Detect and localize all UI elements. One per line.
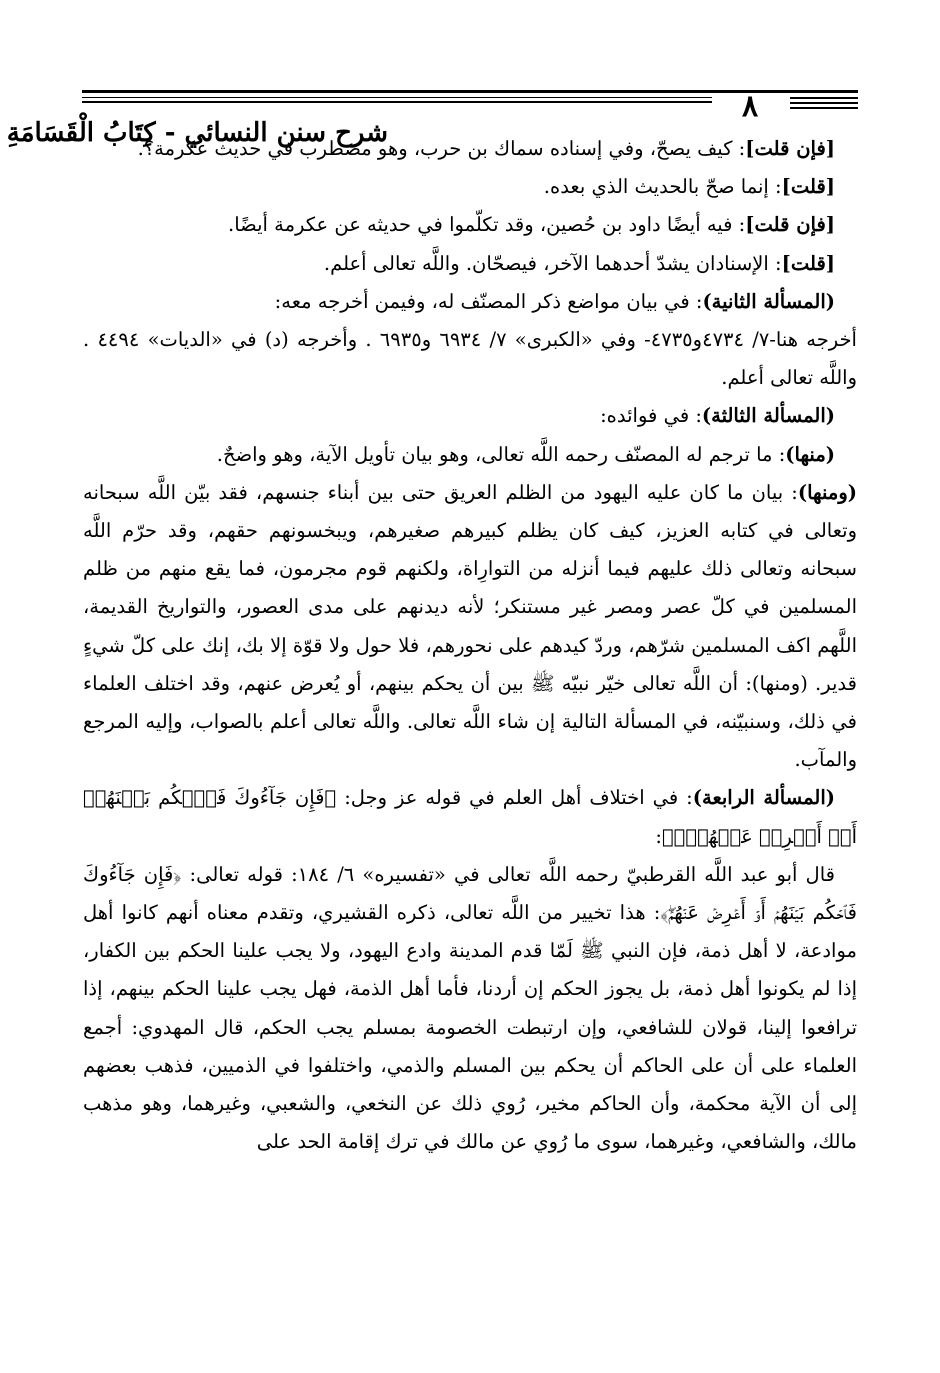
paragraph — [83, 245, 857, 283]
paragraph-label: (المسألة الثانية) — [702, 289, 835, 313]
paragraph-label: (ومنها) — [797, 480, 857, 504]
paragraph-text: : في فوائده: — [600, 404, 702, 428]
header-thin-rule-1 — [82, 97, 712, 98]
paragraph — [83, 397, 857, 435]
paragraph-label: (المسألة الثالثة) — [701, 404, 835, 428]
paragraph-text: : ما ترجم له المصنّف رحمه اللَّه تعالى، وهو بيان تأويل الآية، وهو واضحٌ. — [216, 442, 786, 466]
paragraph-text: : كيف يصحّ، وفي إسناده سماك بن حرب، وهو مضطرب في حديث عكرمة؟. — [137, 137, 746, 160]
paragraph-label: [قلت] — [781, 175, 835, 199]
paragraph-text: : بيان ما كان عليه اليهود من الظلم العريق حتى بين أبناء جنسهم، فقد بيّن اللَّه سبحانه وتعالى في كتابه العزيز، كيف كان يظلم كبيرهم صغيرهم، ويبخسونهم حقهم، وقد حرّم اللَّه سبحانه وتعالى ذلك عليهم فيما أنزله من التوارِاة، ولكنهم قوم مجرمون، فما يقع منهم من ظلم المسلمين في كلّ عصر ومصر غير مستنكر؛ لأنه ديدنهم على مدى العصور، والتواريخ القديمة، اللَّهم اكف المسلمين شرّهم، وردّ كيدهم على نحورهم، فلا حول ولا قوّة إلا بك، إنك على كلّ شيءٍ قدير. (ومنها): أن اللَّه تعالى خيّر نبيّه ﷺ بين أن يحكم بينهم، أو يُعرض عنهم، وقد اختلف العلماء في ذلك، وسنبيّنه، في المسألة التالية إن شاء اللَّه تعالى. واللَّه تعالى أعلم بالصواب، وإليه المرجع والمآب. — [83, 480, 858, 772]
paragraph-text: قال أبو عبد اللَّه القرطبيّ رحمه اللَّه تعالى في «تفسيره» ٦/ ١٨٤: قوله تعالى: ﴿فَإِن جَآءُوكَ فَٱحۡكُم بَيۡنَهُمۡ أَوۡ أَعۡرِضۡ عَنۡهُمۡۖ﴾: هذا تخيير من اللَّه تعالى، ذكره القشيري، وتقدم معناه أنهم كانوا أهل موادعة، لا أهل ذمة، فإن النبي ﷺ لَمّا قدم المدينة وادع اليهود، ولا يجب علينا الحكم بين الكفار، إذا لم يكونوا أهل ذمة، بل يجوز الحكم إن أردنا، فأما أهل الذمة، فهل يجب علينا الحكم بينهم، إذا ترافعوا إلينا، قولان للشافعي، وإن ارتبطت الخصومة بمسلم يجب الحكم، قال المهدوي: أجمع العلماء على أن على الحاكم أن يحكم بين المسلم والذمي، واختلفوا في الذميين، فذهب بعضهم إلى أن الآية محكمة، وأن الحاكم مخير، رُوي ذلك عن النخعي، والشعبي، وغيرهما، وهو مذهب مالك، والشافعي، وغيرهما، سوى ما رُوي عن مالك في ترك إقامة الحد على — [83, 862, 857, 1154]
paragraph-text: : فيه أيضًا داود بن حُصين، وقد تكلّموا في حديثه عن عكرمة أيضًا. — [228, 213, 746, 237]
page-num-rule-2 — [790, 102, 858, 104]
paragraph-text: : في بيان مواضع ذكر المصنّف له، وفيمن أخرجه معه: — [274, 289, 703, 313]
paragraph — [83, 206, 857, 244]
paragraph — [83, 130, 857, 168]
paragraph-text: : إنما صحّ بالحديث الذي بعده. — [543, 175, 782, 199]
paragraph-label: (المسألة الرابعة) — [692, 786, 835, 810]
paragraph — [83, 321, 857, 397]
running-title: شرح سنن النسائي - كِتَابُ الْقَسَامَةِ — [6, 118, 388, 148]
paragraph — [83, 779, 857, 855]
paragraph-text: : الإسنادان يشدّ أحدهما الآخر، فيصحّان. واللَّه تعالى أعلم. — [323, 251, 782, 275]
paragraph — [83, 168, 857, 206]
paragraph-label: (منها) — [785, 442, 835, 466]
paragraph — [83, 856, 857, 1162]
paragraph-label: [فإن قلت] — [745, 213, 835, 237]
header-thin-rule-2 — [82, 101, 712, 103]
page-number: ٨ — [742, 89, 759, 124]
page-num-rule-3 — [790, 107, 858, 109]
paragraph-label: [فإن قلت] — [745, 137, 835, 160]
body-text — [83, 130, 857, 1161]
paragraph-text: أخرجه هنا-٧/ ٤٧٣٤و٤٧٣٥- وفي «الكبرى» ٧/ ٦٩٣٤ و٦٩٣٥ . وأخرجه (د) في «الديات» ٤٤٩٤ . واللَّه تعالى أعلم. — [83, 328, 857, 390]
paragraph — [83, 436, 857, 474]
paragraph-label: [قلت] — [781, 251, 835, 275]
page-num-rule-1 — [790, 97, 858, 99]
paragraph — [83, 283, 857, 321]
paragraph — [83, 474, 857, 780]
paragraph-text: : في اختلاف أهل العلم في قوله عز وجل: ﴿فَإِن جَآءُوكَ فَٱحۡكُم بَيۡنَهُمۡ أَوۡ أَعۡرِضۡ عَنۡهُمۡۖ﴾: — [83, 786, 857, 848]
